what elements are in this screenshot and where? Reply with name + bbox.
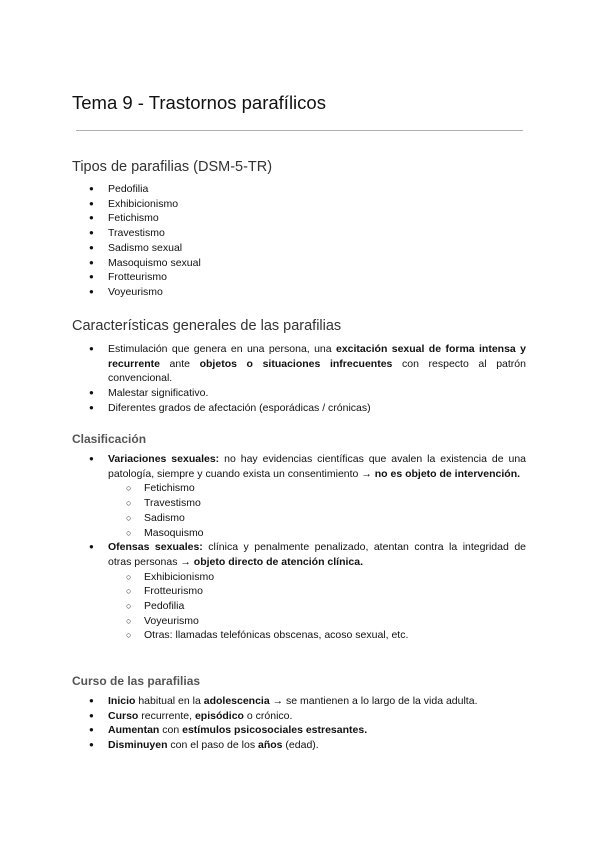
variaciones-sublist [144, 481, 526, 540]
tipos-list [108, 182, 526, 300]
text: o crónico. [243, 709, 293, 722]
text: no hay evidencias científicas que avalen la existencia de una patología, siempre y cuando exista un consentimiento → [108, 453, 527, 480]
bold-text: años [258, 739, 283, 752]
bold-text: Disminuyen [108, 739, 168, 752]
list-item: ● Pedofilia [108, 182, 526, 197]
text: recurrente, [138, 709, 195, 722]
list-item: ● Voyeurismo [108, 285, 526, 300]
list-item: ● Sadismo sexual [108, 241, 526, 256]
list-item: ● Frotteurismo [108, 270, 526, 285]
bold-text: adolescencia [203, 695, 270, 707]
list-item [108, 723, 526, 738]
text: con [159, 724, 183, 737]
sublist-item: ○ Sadismo [144, 511, 526, 526]
bold-text: excitación sexual de forma intensa y recurrente [108, 343, 526, 370]
section-heading-tipos: Tipos de parafilias (DSM-5-TR) [72, 159, 273, 175]
list-item [108, 694, 526, 709]
list-item [108, 540, 526, 643]
text: con el paso de los [167, 739, 258, 752]
ofensas-sublist [144, 570, 526, 644]
bold-text: no es objeto de intervención. [374, 467, 521, 480]
text: con respecto al patrón convencional. [108, 357, 526, 385]
list-item [108, 738, 526, 753]
list-item [108, 452, 526, 540]
bold-text: objetos o situaciones infrecuentes [199, 357, 393, 370]
list-item: ● Diferentes grados de afectación (esporádicas / crónicas) [108, 401, 526, 416]
sublist-item: ○ Travestismo [144, 496, 526, 511]
caracteristicas-list [108, 342, 526, 416]
sublist-item: ○ Pedofilia [144, 599, 526, 614]
text: Estimulación que genera en una persona, una [108, 343, 336, 355]
section-heading-caracteristicas: Características generales de las parafilias [72, 318, 342, 334]
bold-text: Ofensas sexuales: [108, 541, 203, 554]
title-divider [76, 130, 523, 131]
sublist-item: ○ Exhibicionismo [144, 570, 526, 585]
curso-list [108, 694, 526, 753]
bold-text: Aumentan [108, 724, 160, 737]
sublist-item: ○ Masoquismo [144, 526, 526, 541]
bold-text: episódico [194, 709, 244, 722]
list-item: ● Fetichismo [108, 211, 526, 226]
sublist-item: ○ Fetichismo [144, 481, 526, 496]
bold-text: estímulos psicosociales estresantes. [182, 724, 368, 737]
text: → se mantienen a lo largo de la vida adulta. [269, 695, 478, 707]
list-item [108, 342, 526, 386]
sublist-item: ○ Otras: llamadas telefónicas obscenas, acoso sexual, etc. [144, 628, 526, 643]
sublist-item: ○ Frotteurismo [144, 584, 526, 599]
list-item: ● Masoquismo sexual [108, 256, 526, 271]
subheading-curso: Curso de las parafilias [72, 674, 201, 688]
bold-text: Variaciones sexuales: [108, 453, 220, 465]
bold-text: Inicio [108, 695, 136, 707]
list-item [108, 709, 526, 724]
clasificacion-list [108, 452, 526, 643]
list-item: ● Travestismo [108, 226, 526, 241]
text: clínica y penalmente penalizado, atentan contra la integridad de otras personas → [108, 541, 526, 568]
text: (edad). [282, 739, 319, 752]
subheading-clasificacion: Clasificación [72, 432, 147, 446]
bold-text: Curso [108, 709, 139, 722]
list-item: ● Exhibicionismo [108, 197, 526, 212]
sublist-item: ○ Voyeurismo [144, 614, 526, 629]
text: habitual en la [135, 695, 204, 707]
list-item: ● Malestar significativo. [108, 386, 526, 401]
bold-text: objeto directo de atención clínica. [193, 555, 363, 568]
text: ante [159, 357, 200, 370]
page-title: Tema 9 - Trastornos parafílicos [72, 92, 326, 113]
